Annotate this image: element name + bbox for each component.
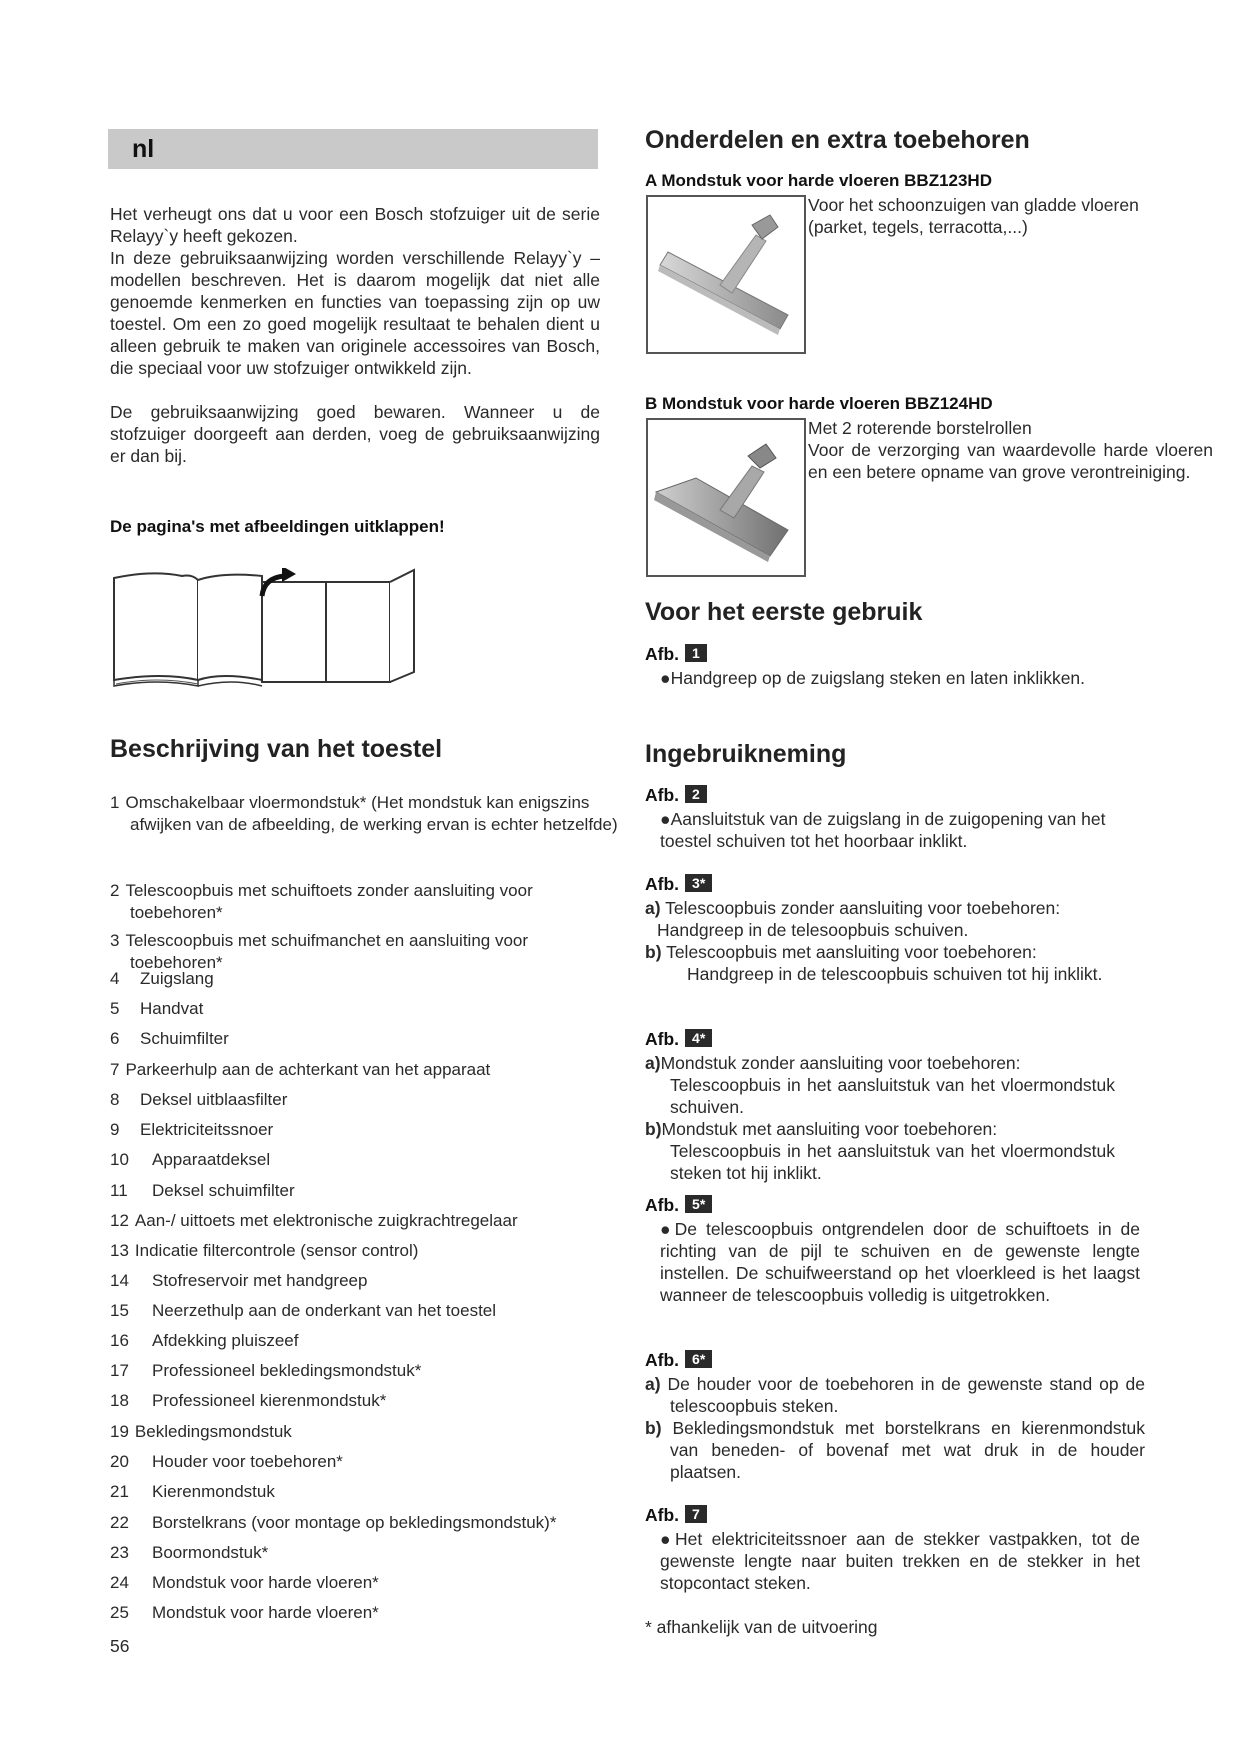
list-item-number: 15 <box>110 1301 129 1320</box>
list-item <box>110 1572 630 1594</box>
list-item-number: 9 <box>110 1120 120 1139</box>
list-item <box>110 1240 630 1262</box>
description-heading: Beschrijving van het toestel <box>110 735 443 763</box>
list-item-text: Parkeerhulp aan de achterkant van het apparaat <box>125 1060 491 1079</box>
list-item-text: Neerzethulp aan de onderkant van het toestel <box>152 1301 497 1320</box>
list-item-number: 13 <box>110 1241 129 1260</box>
list-item <box>110 1390 630 1412</box>
list-item-text: Kierenmondstuk <box>152 1482 275 1501</box>
fig-5-text: ●De telescoopbuis ontgrendelen door de schuiftoets in de richting van de pijl te schuiven en de gewenste lengte instellen. De schuifweerstand op het vloerkleed is het laagst wanneer de telescoopbuis volledig is uitgetrokken. <box>660 1219 1140 1305</box>
list-item <box>110 1059 630 1081</box>
list-item <box>110 1602 630 1624</box>
first-use-text: ●Handgreep op de zuigslang steken en laten inklikken. <box>660 668 1086 688</box>
list-item <box>110 1180 630 1202</box>
list-item-number: 20 <box>110 1452 129 1471</box>
list-item-text: Borstelkrans (voor montage op bekledingsmondstuk)* <box>152 1513 557 1532</box>
fig-4a-text2: Telescoopbuis in het aansluitstuk van het vloermondstuk schuiven. <box>670 1075 1115 1117</box>
list-item <box>110 1360 630 1382</box>
part-b-line2: Voor de verzorging van waardevolle harde vloeren en een betere opname van grove verontreiniging. <box>808 440 1213 482</box>
list-item-text: Deksel uitblaasfilter <box>140 1090 288 1109</box>
list-item-text: Telescoopbuis met schuifmanchet en aansluiting voor toebehoren* <box>125 931 529 972</box>
list-item-text: Aan-/ uittoets met elektronische zuigkrachtregelaar <box>134 1211 518 1230</box>
list-item-number: 11 <box>110 1181 128 1200</box>
list-item-number: 18 <box>110 1391 129 1410</box>
list-item-text: Mondstuk voor harde vloeren* <box>152 1603 379 1622</box>
part-a-text <box>808 194 1213 238</box>
fig-6-label: Afb. 6* <box>645 1350 712 1371</box>
list-item-number: 5 <box>110 999 120 1018</box>
list-item-number: 14 <box>110 1271 129 1290</box>
intro-paragraph-1: Het verheugt ons dat u voor een Bosch stofzuiger uit de serie Relayy`y heeft gekozen. <box>110 204 600 246</box>
list-item-text: Mondstuk voor harde vloeren* <box>152 1573 379 1592</box>
operation-heading: Ingebruikneming <box>645 740 847 768</box>
list-item <box>110 1149 630 1171</box>
fig-3b-text2: Handgreep in de telescoopbuis schuiven tot hij inklikt. <box>687 964 1103 984</box>
list-item-text: Indicatie filtercontrole (sensor control) <box>134 1241 419 1260</box>
fig-3-label: Afb. 3* <box>645 874 712 895</box>
fig-2-text: ●Aansluitstuk van de zuigslang in de zuigopening van het toestel schuiven tot het hoorbaar inklikt. <box>660 809 1106 851</box>
list-item <box>110 1028 630 1050</box>
language-code: nl <box>132 135 155 163</box>
fold-note: De pagina's met afbeeldingen uitklappen! <box>110 517 445 536</box>
fig-5-label: Afb. 5* <box>645 1195 712 1216</box>
fig-6b-text: Bekledingsmondstuk met borstelkrans en kierenmondstuk van beneden- of bovenaf met wat druk in de houder plaatsen. <box>670 1418 1145 1482</box>
list-item <box>110 1421 630 1443</box>
list-item-number: 22 <box>110 1513 129 1532</box>
part-a-line1: Voor het schoonzuigen van gladde vloeren <box>808 195 1139 215</box>
intro-paragraph-3: De gebruiksaanwijzing goed bewaren. Wanneer u de stofzuiger doorgeeft aan derden, voeg de gebruiksaanwijzing er dan bij. <box>110 402 600 466</box>
list-item-number: 10 <box>110 1150 129 1169</box>
fig-5-number: 5* <box>685 1195 712 1213</box>
list-item <box>110 1089 630 1111</box>
list-item <box>110 1119 630 1141</box>
list-item-number: 6 <box>110 1029 120 1048</box>
parts-heading: Onderdelen en extra toebehoren <box>645 126 1030 154</box>
list-item-number: 16 <box>110 1331 129 1350</box>
list-item-text: Professioneel bekledingsmondstuk* <box>152 1361 422 1380</box>
list-item-text: Telescoopbuis met schuiftoets zonder aansluiting voor toebehoren* <box>125 881 533 922</box>
part-a-image <box>646 195 806 354</box>
first-use-heading: Voor het eerste gebruik <box>645 598 923 626</box>
list-item-text: Omschakelbaar vloermondstuk* (Het mondstuk kan enigszins afwijken van de afbeelding, de werking ervan is echter hetzelfde) <box>125 793 618 834</box>
hard-floor-nozzle-a-icon <box>648 197 804 352</box>
hard-floor-nozzle-b-icon <box>648 420 804 575</box>
list-item-number: 19 <box>110 1422 129 1441</box>
list-item-text: Houder voor toebehoren* <box>152 1452 343 1471</box>
list-item-number: 21 <box>110 1482 129 1501</box>
fig-3a-text2: Handgreep in de telesoopbuis schuiven. <box>657 920 969 940</box>
list-item-text: Boormondstuk* <box>152 1543 269 1562</box>
fold-out-book-illustration <box>112 568 422 693</box>
list-item <box>110 1270 630 1292</box>
footnote: * afhankelijk van de uitvoering <box>645 1617 878 1637</box>
list-item-text: Afdekking pluiszeef <box>152 1331 299 1350</box>
list-item-number: 25 <box>110 1603 129 1622</box>
list-item-number: 1 <box>110 793 120 812</box>
list-item-text: Zuigslang <box>140 969 214 988</box>
list-item-text: Deksel schuimfilter <box>152 1181 295 1200</box>
list-item <box>110 968 630 990</box>
list-item-number: 24 <box>110 1573 129 1592</box>
part-b-text <box>808 417 1213 483</box>
fig-6a-text: De houder voor de toebehoren in de gewenste stand op de telescoopbuis steken. <box>667 1374 1145 1416</box>
part-b-image <box>646 418 806 577</box>
list-item-text: Elektriciteitssnoer <box>140 1120 274 1139</box>
intro-paragraph-2: In deze gebruiksaanwijzing worden verschillende Relayy`y – modellen beschreven. Het is daarom mogelijk dat niet alle genoemde kenmerken en functies van toepassing zijn op uw toestel. Om een zo goed mogelijk resultaat te behalen dient u alleen gebruik te maken van originele accessoires van Bosch, die speciaal voor uw stofzuiger ontwikkeld zijn. <box>110 248 600 378</box>
fig-3b-text: Telescoopbuis met aansluiting voor toebehoren: <box>666 942 1037 962</box>
fig-7-label: Afb. 7 <box>645 1505 707 1526</box>
list-item-text: Apparaatdeksel <box>152 1150 271 1169</box>
list-item-number: 2 <box>110 881 120 900</box>
list-item <box>110 1210 630 1232</box>
fig-4-number: 4* <box>685 1029 712 1047</box>
part-b-title: B Mondstuk voor harde vloeren BBZ124HD <box>645 394 993 413</box>
list-item-number: 8 <box>110 1090 120 1109</box>
list-item-number: 12 <box>110 1211 129 1230</box>
fig-3-number: 3* <box>685 874 712 892</box>
fig-2-label: Afb. 2 <box>645 785 707 806</box>
fig-1-number: 1 <box>685 644 707 662</box>
fig-1-label: Afb. 1 <box>645 644 707 665</box>
part-a-line2: (parket, tegels, terracotta,...) <box>808 217 1028 237</box>
list-item <box>110 1300 630 1322</box>
list-item-text: Handvat <box>140 999 204 1018</box>
fig-2-number: 2 <box>685 785 707 803</box>
fig-3a-text: Telescoopbuis zonder aansluiting voor toebehoren: <box>665 898 1061 918</box>
list-item <box>110 1481 630 1503</box>
list-item <box>110 1542 630 1564</box>
list-item-text: Stofreservoir met handgreep <box>152 1271 368 1290</box>
intro-text <box>110 203 600 467</box>
fig-3-text: a) Telescoopbuis zonder aansluiting voor toebehoren: Handgreep in de telesoopbuis schuiven. b) Telescoopbuis met aansluiting voor toebehoren: Handgreep in de telescoopbuis schuiven tot hij inklikt. <box>645 897 1145 985</box>
part-a-title: A Mondstuk voor harde vloeren BBZ123HD <box>645 171 992 190</box>
fig-4-label: Afb. 4* <box>645 1029 712 1050</box>
page-number: 56 <box>110 1636 130 1656</box>
list-item-number: 17 <box>110 1361 129 1380</box>
list-item-text: Bekledingsmondstuk <box>134 1422 292 1441</box>
fig-4-text: a)Mondstuk zonder aansluiting voor toebehoren: Telescoopbuis in het aansluitstuk van het vloermondstuk schuiven. b)Mondstuk met aansluiting voor toebehoren: Telescoopbuis in het aansluitstuk van het vloermondstuk steken tot hij inklikt. <box>645 1053 1115 1183</box>
fig-4b-text: Mondstuk met aansluiting voor toebehoren: <box>661 1119 998 1139</box>
list-item-number: 4 <box>110 969 120 988</box>
list-item <box>110 1451 630 1473</box>
fig-7-text: ●Het elektriciteitssnoer aan de stekker vastpakken, tot de gewenste lengte naar buiten trekken en de stekker in het stopcontact steken. <box>660 1529 1140 1593</box>
language-bar <box>108 129 598 169</box>
part-b-line1: Met 2 roterende borstelrollen <box>808 418 1032 438</box>
list-item <box>100 880 620 924</box>
list-item-number: 7 <box>110 1060 120 1079</box>
list-item-number: 3 <box>110 931 120 950</box>
list-item <box>110 1512 630 1534</box>
list-item-number: 23 <box>110 1543 129 1562</box>
list-item-text: Professioneel kierenmondstuk* <box>152 1391 387 1410</box>
fig-7-number: 7 <box>685 1505 707 1523</box>
list-item <box>110 998 630 1020</box>
list-item <box>100 792 620 836</box>
fig-4b-text2: Telescoopbuis in het aansluitstuk van het vloermondstuk steken tot hij inklikt. <box>670 1141 1115 1183</box>
fig-6-number: 6* <box>685 1350 712 1368</box>
list-item <box>110 1330 630 1352</box>
fig-6-text: a) De houder voor de toebehoren in de gewenste stand op de telescoopbuis steken. b) Bekledingsmondstuk met borstelkrans en kierenmondstuk van beneden- of bovenaf met wat druk in de houder plaatsen. <box>645 1374 1145 1482</box>
list-item-text: Schuimfilter <box>140 1029 229 1048</box>
fig-4a-text: Mondstuk zonder aansluiting voor toebehoren: <box>660 1053 1021 1073</box>
